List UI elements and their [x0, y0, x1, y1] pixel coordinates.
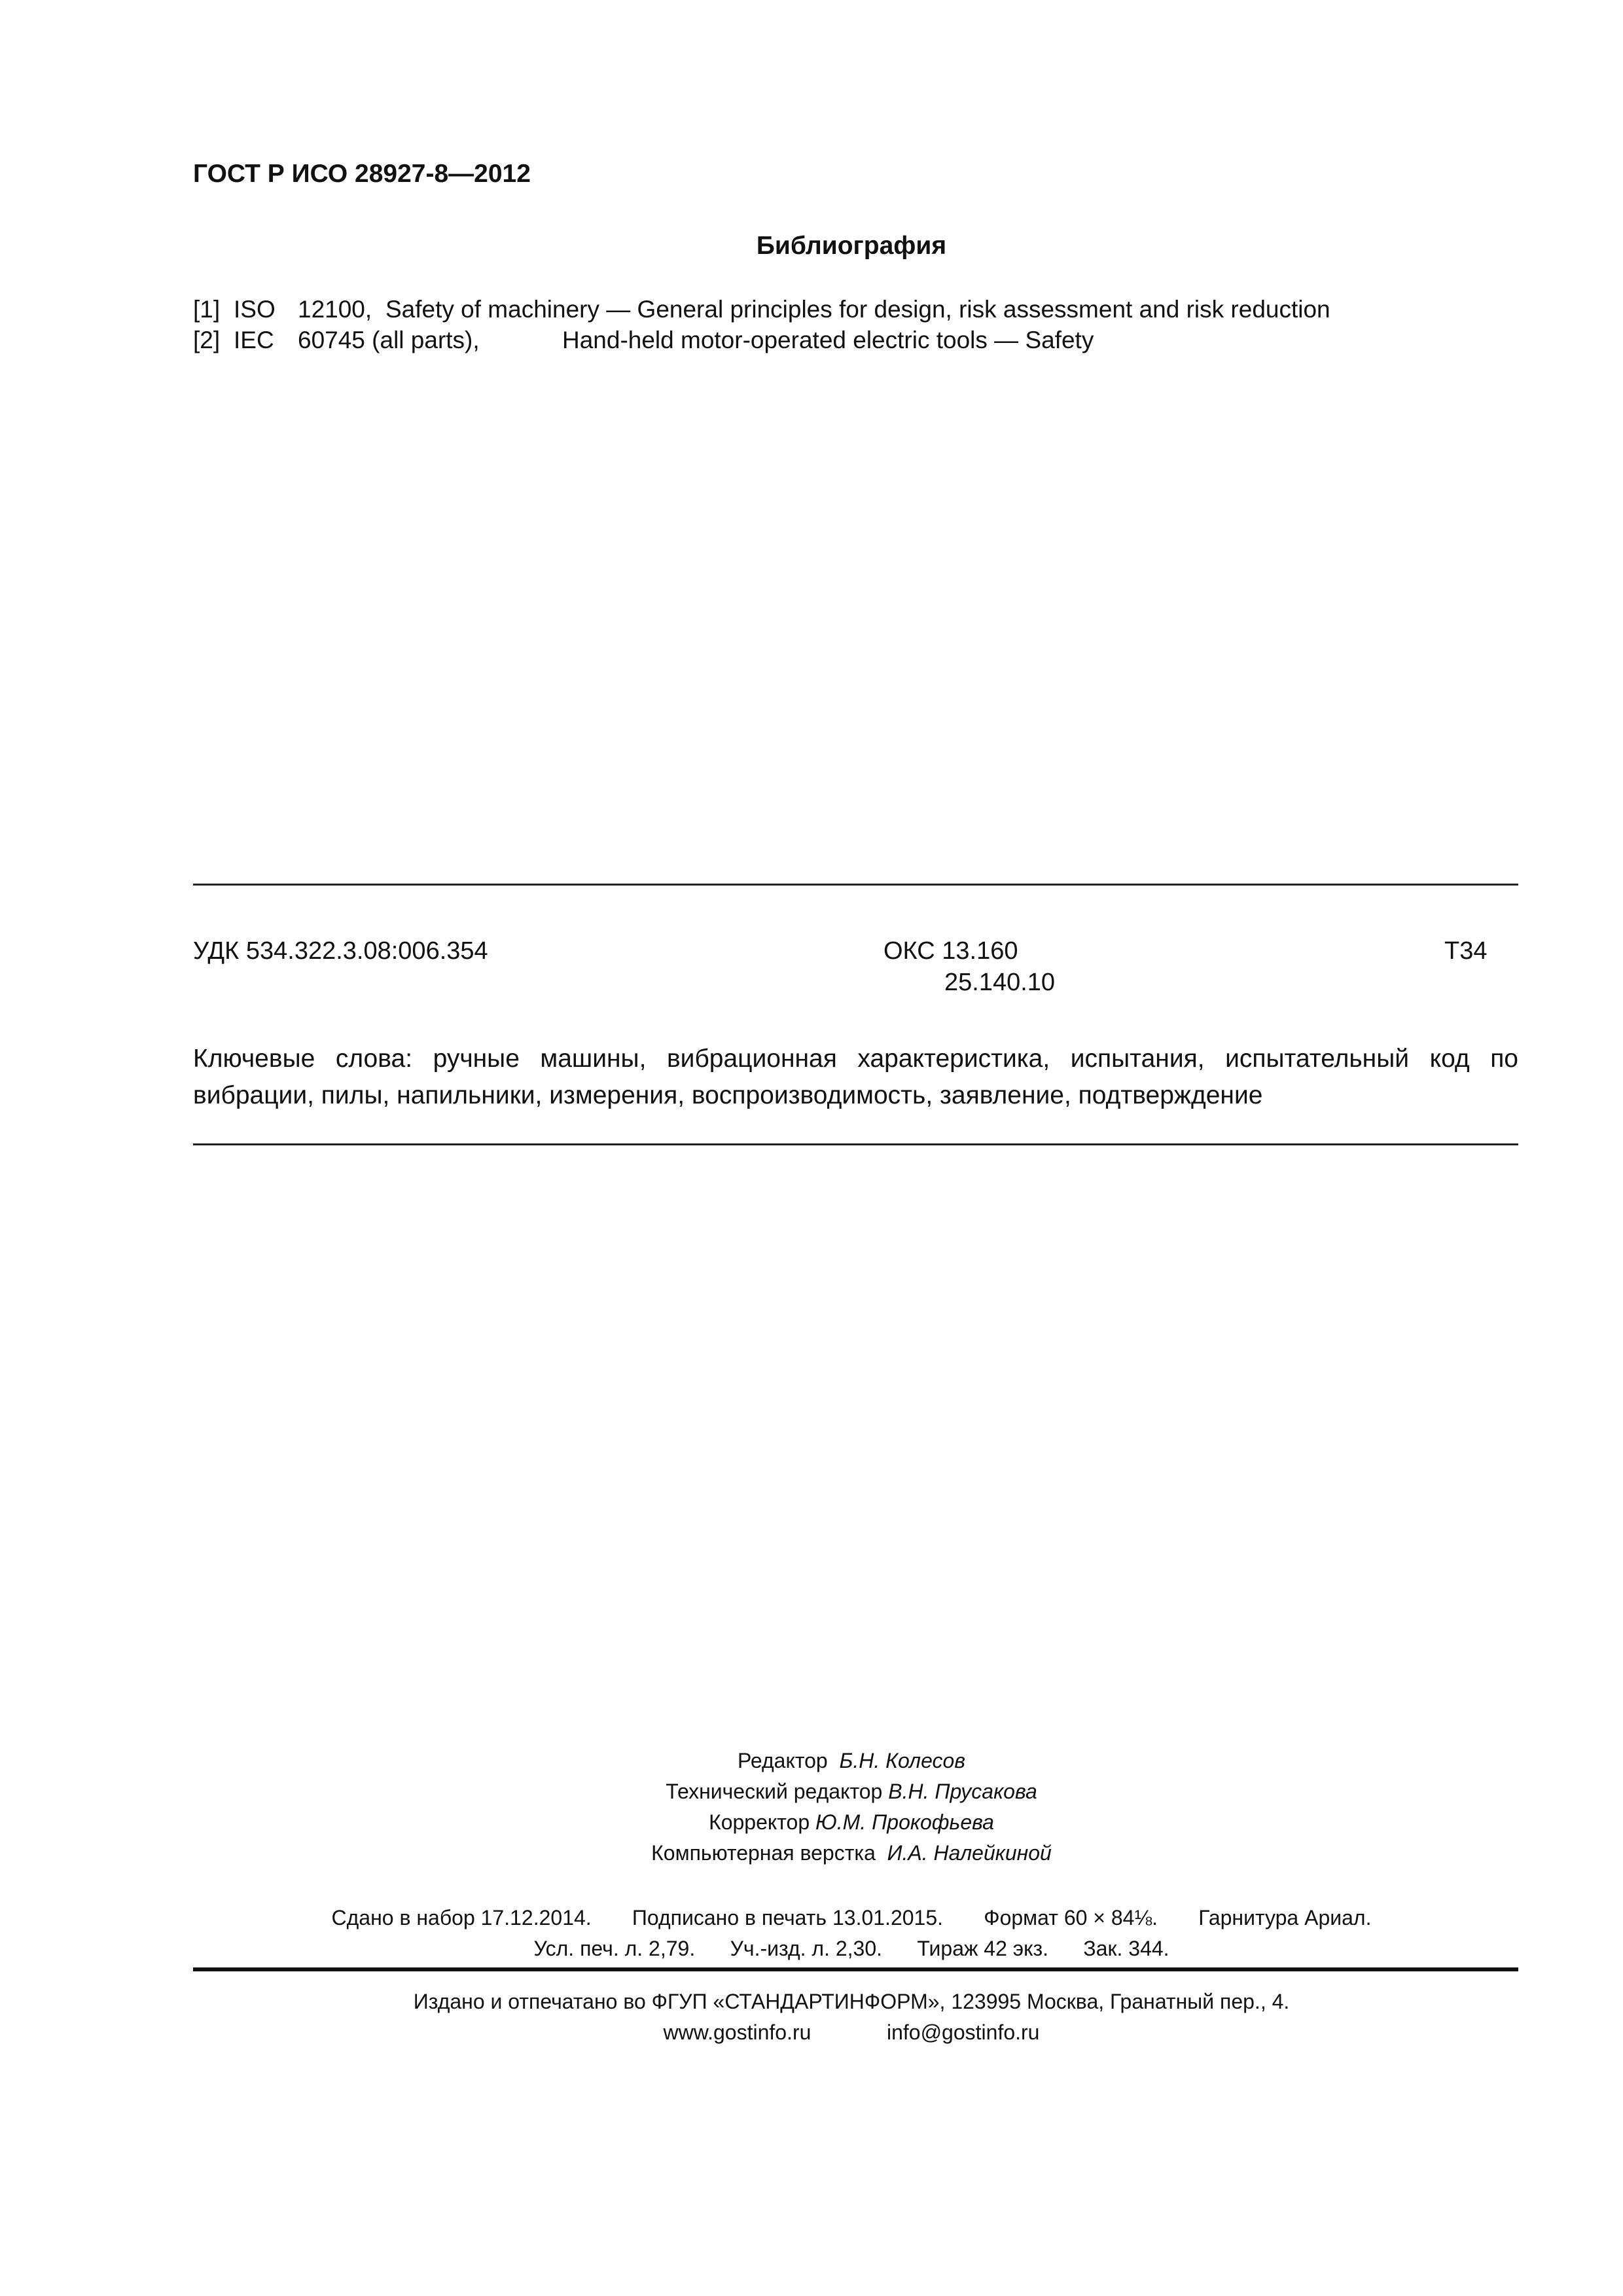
print-info-item: Подписано в печать 13.01.2015.	[632, 1906, 944, 1929]
oks-code-line1: ОКС 13.160	[883, 937, 1018, 965]
print-info-item: Сдано в набор 17.12.2014.	[331, 1906, 592, 1929]
entry-title: Hand-held motor-operated electric tools — Safety	[562, 327, 1094, 353]
credit-name: И.А. Налейкиной	[887, 1841, 1052, 1865]
print-info-item: Тираж 42 экз.	[917, 1937, 1049, 1960]
credit-name: В.Н. Прусакова	[888, 1780, 1037, 1803]
publisher-contacts	[0, 2020, 1623, 2045]
entry-number: [1]	[193, 296, 221, 323]
bibliography-entry	[193, 296, 1330, 323]
udc-code: УДК 534.322.3.08:006.354	[193, 937, 488, 965]
divider-bottom	[193, 1967, 1518, 1971]
credit-name: Ю.М. Прокофьева	[815, 1810, 994, 1834]
entry-title: Safety of machinery — General principles for design, risk assessment and risk reduction	[385, 296, 1330, 323]
credit-layout	[0, 1841, 1623, 1865]
print-info-line1	[0, 1906, 1623, 1930]
credit-editor	[0, 1749, 1623, 1773]
credit-corrector	[0, 1810, 1623, 1835]
print-info-line2	[0, 1937, 1623, 1961]
credit-role: Корректор	[709, 1810, 810, 1834]
bibliography-entry	[193, 327, 1094, 354]
credit-role: Компьютерная верстка	[651, 1841, 876, 1865]
website-link[interactable]: www.gostinfo.ru	[663, 2020, 812, 2044]
publisher-line: Издано и отпечатано во ФГУП «СТАНДАРТИНФОРМ», 123995 Москва, Гранатный пер., 4.	[413, 1990, 1290, 2013]
print-info-item: Усл. печ. л. 2,79.	[533, 1937, 696, 1960]
divider-middle	[193, 1143, 1518, 1145]
entry-number: [2]	[193, 327, 221, 353]
divider-top	[193, 884, 1518, 886]
credit-tech-editor	[0, 1780, 1623, 1804]
entry-org: ISO	[234, 296, 276, 323]
credit-role: Редактор	[737, 1749, 828, 1772]
keywords-paragraph: Ключевые слова: ручные машины, вибрационная характеристика, испытания, испытательный код по вибрации, пилы, напильники, измерения, воспроизводимость, заявление, подтверждение	[193, 1045, 1518, 1109]
entry-org: IEC	[234, 327, 274, 353]
entry-code: 60745 (all parts),	[298, 327, 480, 353]
print-info-item: Уч.-изд. л. 2,30.	[730, 1937, 883, 1960]
print-info-item: Зак. 344.	[1083, 1937, 1169, 1960]
print-info-item: Формат 60 × 84⅛.	[984, 1906, 1158, 1929]
document-code-header: ГОСТ Р ИСО 28927-8—2012	[193, 160, 531, 188]
credit-name: Б.Н. Колесов	[839, 1749, 966, 1772]
bibliography-title: Библиография	[756, 232, 947, 260]
group-code: Т34	[1444, 937, 1488, 965]
print-info-item: Гарнитура Ариал.	[1198, 1906, 1372, 1929]
credit-role: Технический редактор	[666, 1780, 883, 1803]
entry-code: 12100,	[298, 296, 372, 323]
email-link[interactable]: info@gostinfo.ru	[886, 2020, 1040, 2044]
oks-code-line2: 25.140.10	[944, 969, 1056, 996]
